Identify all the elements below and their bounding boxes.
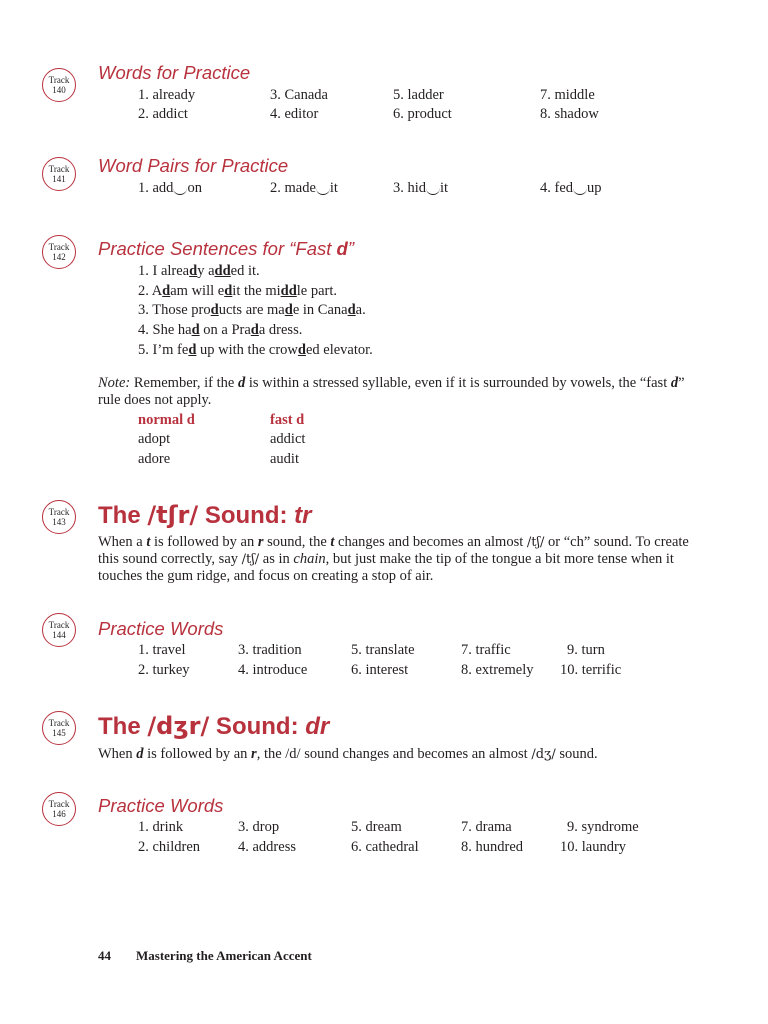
fast-d-mark: d — [162, 283, 171, 299]
track-badge[interactable] — [42, 792, 76, 826]
word-item: 4. editor — [270, 106, 319, 122]
example-word: audit — [270, 451, 299, 467]
fast-d-mark: d — [191, 322, 200, 338]
word-pair: 1. add on — [138, 180, 202, 196]
word-item: 8. extremely — [461, 662, 534, 678]
link-mark — [573, 188, 587, 195]
track-label: Track — [48, 799, 70, 809]
track-badge[interactable] — [42, 235, 76, 269]
track-number: 142 — [52, 252, 66, 262]
track-number: 143 — [52, 517, 66, 527]
track-number: 145 — [52, 728, 66, 738]
word-item: 10. terrific — [560, 662, 622, 678]
section-heading-practice-words-dr: Practice Words — [98, 795, 224, 816]
section-heading-words: Words for Practice — [98, 62, 251, 83]
word-item: 3. Canada — [270, 87, 328, 103]
fast-d-mark: d — [224, 283, 233, 299]
link-mark — [426, 188, 440, 195]
fast-d-mark: d — [297, 342, 306, 358]
link-mark — [316, 188, 330, 195]
track-badge[interactable] — [42, 613, 76, 647]
word-item: 9. turn — [567, 642, 605, 658]
word-item: 8. shadow — [540, 106, 599, 122]
practice-sentence: 1. I already added it. — [138, 263, 260, 279]
word-item: 6. cathedral — [351, 839, 419, 855]
word-item: 4. address — [238, 839, 296, 855]
fast-d-mark: d — [210, 302, 219, 318]
track-label: Track — [48, 620, 70, 630]
fast-d-mark: d — [284, 302, 293, 318]
practice-sentence: 4. She had on a Prada dress. — [138, 322, 303, 338]
fast-d-mark: d — [250, 322, 259, 338]
section-title-dr-sound: The /dʒr/ Sound: dr — [98, 712, 330, 740]
dr-explanation-paragraph: When d is followed by an r, the /d/ sound changes and becomes an almost /dʒ/ sound. — [98, 746, 598, 762]
fast-d-mark: d — [188, 342, 197, 358]
word-item: 3. drop — [238, 819, 280, 835]
word-item: 9. syndrome — [567, 819, 639, 835]
word-pair: 4. fed up — [540, 180, 602, 196]
example-word: adopt — [138, 431, 171, 447]
fast-d-mark: d — [189, 263, 198, 279]
page-number: 44 — [98, 948, 111, 963]
track-label: Track — [48, 164, 70, 174]
track-badge[interactable] — [42, 157, 76, 191]
word-pair: 2. made it — [270, 180, 338, 196]
word-item: 7. traffic — [461, 642, 511, 658]
track-number: 146 — [52, 809, 66, 819]
note-paragraph: Note: Remember, if the d is within a stressed syllable, even if it is surrounded by vowels, the “fast d” rule does not apply. — [98, 375, 685, 408]
example-word: addict — [270, 431, 306, 447]
word-item: 5. ladder — [393, 87, 444, 103]
word-item: 1. already — [138, 87, 196, 103]
track-label: Track — [48, 718, 70, 728]
word-item: 5. translate — [351, 642, 415, 658]
track-label: Track — [48, 507, 70, 517]
fast-d-mark: d — [347, 302, 356, 318]
practice-sentence: 5. I’m fed up with the crowded elevator. — [138, 342, 373, 358]
track-number: 140 — [52, 85, 66, 95]
track-label: Track — [48, 242, 70, 252]
section-heading-sentences: Practice Sentences for “Fast d” — [98, 238, 355, 259]
word-item: 6. product — [393, 106, 452, 122]
word-item: 2. addict — [138, 106, 188, 122]
word-item: 3. tradition — [238, 642, 302, 658]
word-item: 10. laundry — [560, 839, 627, 855]
track-badge[interactable] — [42, 500, 76, 534]
practice-sentence: 3. Those products are made in Canada. — [138, 302, 366, 318]
word-item: 1. drink — [138, 819, 184, 835]
track-badge[interactable] — [42, 711, 76, 745]
word-item: 7. drama — [461, 819, 512, 835]
practice-sentence: 2. Adam will edit the middle part. — [138, 283, 338, 299]
section-heading-word-pairs: Word Pairs for Practice — [98, 155, 289, 176]
word-item: 4. introduce — [238, 662, 308, 678]
section-heading-practice-words-tr: Practice Words — [98, 618, 224, 639]
track-number: 141 — [52, 174, 66, 184]
track-number: 144 — [52, 630, 66, 640]
word-item: 5. dream — [351, 819, 402, 835]
word-item: 6. interest — [351, 662, 409, 678]
word-item: 7. middle — [540, 87, 595, 103]
link-mark — [173, 188, 187, 195]
word-item: 2. children — [138, 839, 201, 855]
tr-explanation-paragraph: When a t is followed by an r sound, the t changes and becomes an almost /tʃ/ or “ch” sound. To create this sound correctly, say /tʃ/ as in chain, but just make the tip of the tongue a bit more tense when it touches the gum ridge, and focus on creating a stop of air. — [98, 534, 689, 584]
fast-d-mark: dd — [214, 263, 231, 279]
column-header-fast-d: fast d — [270, 412, 305, 428]
example-word: adore — [138, 451, 171, 467]
section-title-tr-sound: The /tʃr/ Sound: tr — [98, 501, 312, 529]
column-header-normal-d: normal d — [138, 412, 195, 428]
fast-d-mark: dd — [280, 283, 297, 299]
track-badge[interactable] — [42, 68, 76, 102]
word-item: 2. turkey — [138, 662, 190, 678]
track-label: Track — [48, 75, 70, 85]
word-item: 1. travel — [138, 642, 186, 658]
word-item: 8. hundred — [461, 839, 524, 855]
word-pair: 3. hid it — [393, 180, 449, 196]
book-title: Mastering the American Accent — [136, 948, 312, 963]
